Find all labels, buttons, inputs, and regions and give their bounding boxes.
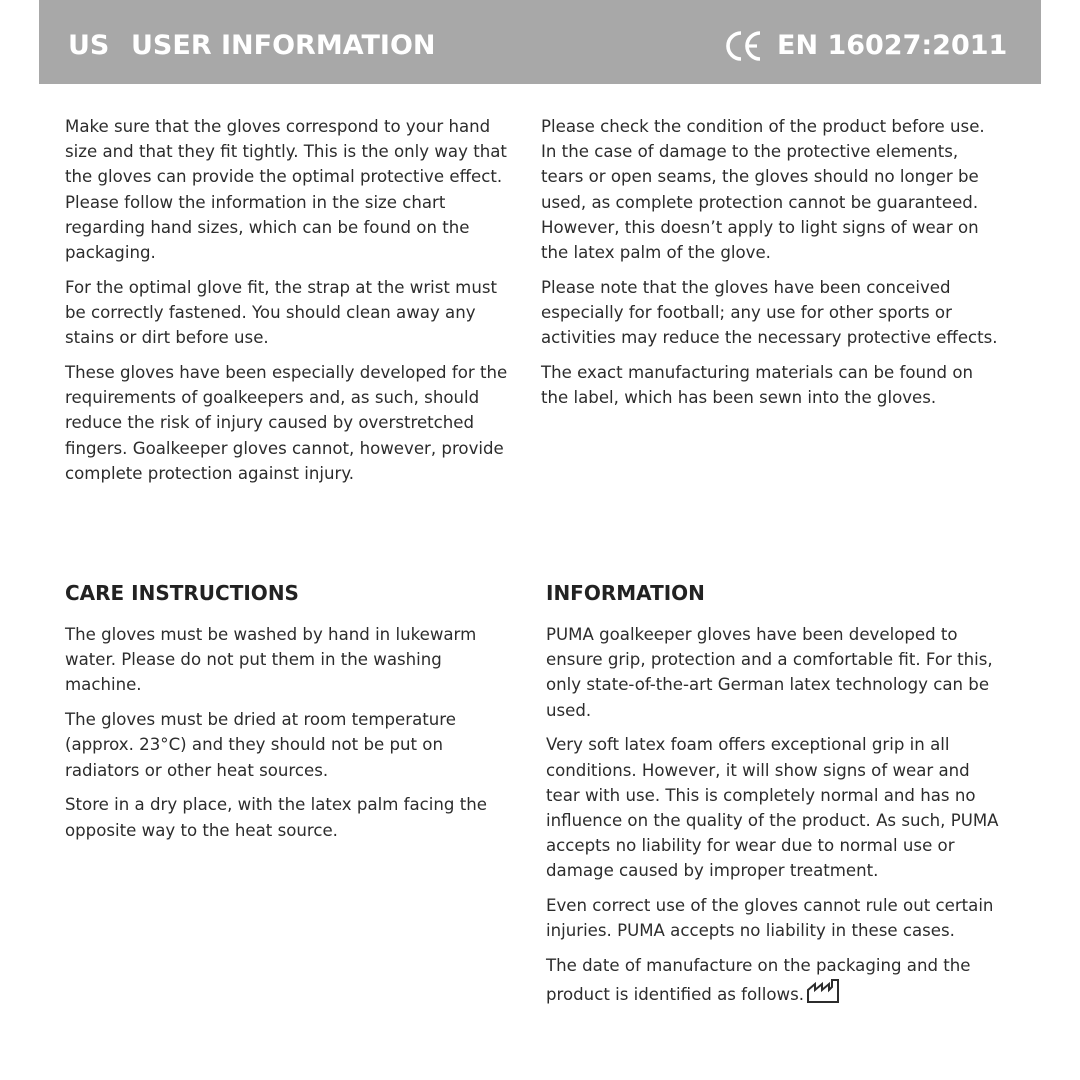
paragraph-manufacture [546,953,1006,1007]
paragraph: The exact manufacturing materials can be found on the label, which has been sewn into the gloves. [541,363,974,408]
care-instructions-heading: CARE INSTRUCTIONS [65,581,299,605]
paragraph: Store in a dry place, with the latex palm facing the opposite way to the heat source. [65,795,487,840]
standard-number: EN 16027:2011 [777,30,1008,61]
paragraph: The gloves must be washed by hand in lukewarm water. Please do not put them in the washing machine. [65,625,477,695]
paragraph: Please note that the gloves have been conceived especially for football; any use for other sports or activities may reduce the necessary protective effects. [541,277,998,348]
information-heading: INFORMATION [546,581,705,605]
intro-right-column [541,114,1001,420]
care-instructions-column [65,622,515,852]
header-bar [39,0,1041,84]
paragraph: Make sure that the gloves correspond to your hand size and that they fit tightly. This is the only way that the gloves can provide the optimal protective effect. Please follow the information in the size chart regarding hand sizes, which can be found on the packaging. [65,117,507,263]
information-column [546,622,1006,1017]
paragraph: The gloves must be dried at room temperature (approx. 23°C) and they should not be put on radiators or other heat sources. [65,710,456,780]
language-code: US [68,30,110,61]
paragraph-text: The date of manufacture on the packaging and the product is identified as follows. [546,956,971,1005]
date-of-manufacture-icon [806,978,840,1004]
paragraph: For the optimal glove fit, the strap at the wrist must be correctly fastened. You should clean away any stains or dirt before use. [65,277,498,348]
paragraph: Very soft latex foam offers exceptional grip in all conditions. However, it will show signs of wear and tear with use. This is completely normal and has no influence on the quality of the product. As such, PUMA accepts no liability for wear due to normal use or damage caused by improper treatment. [546,735,999,881]
paragraph: These gloves have been especially developed for the requirements of goalkeepers and, as such, should reduce the risk of injury caused by overstretched fingers. Goalkeeper gloves cannot, however, provide complete protection against injury. [65,363,508,483]
ce-mark-icon [724,29,764,63]
paragraph: PUMA goalkeeper gloves have been developed to ensure grip, protection and a comfortable fit. For this, only state-of-the-art German latex technology can be used. [546,625,993,720]
intro-left-column [65,114,515,496]
paragraph: Please check the condition of the product before use. In the case of damage to the protective elements, tears or open seams, the gloves should no longer be used, as complete protection cannot be guaranteed. However, this doesn’t apply to light signs of wear on the latex palm of the glove. [541,117,985,263]
paragraph: Even correct use of the gloves cannot rule out certain injuries. PUMA accepts no liability in these cases. [546,896,994,941]
document-title: USER INFORMATION [131,30,436,61]
